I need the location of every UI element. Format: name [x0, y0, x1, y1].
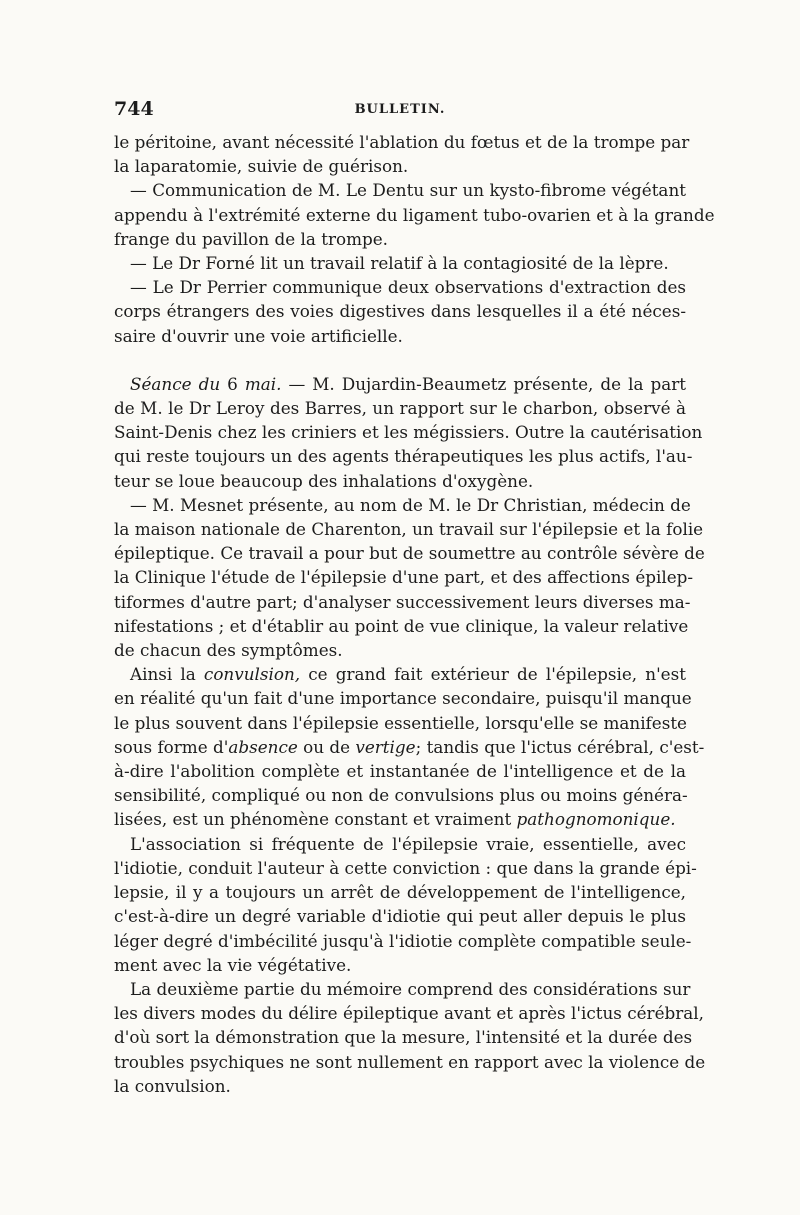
- text-segment: — Communication de M. Le Dentu sur un kysto-fibrome végétant: [130, 180, 686, 201]
- italic-text: convulsion,: [203, 664, 301, 685]
- text-segment: ce grand fait extérieur de l'épilepsie, n'est: [300, 664, 686, 685]
- text-line: [114, 832, 686, 856]
- italic-text: pathognomonique.: [516, 809, 676, 830]
- text-line: [114, 1025, 693, 1049]
- text-segment: ment avec la vie végétative.: [114, 954, 352, 975]
- text-segment: c'est-à-dire un degré variable d'idiotie qui peut aller depuis le plus: [114, 906, 686, 927]
- text-line: [114, 154, 686, 178]
- text-line: [114, 299, 686, 323]
- text-segment: La deuxième partie du mémoire comprend des considérations sur: [130, 978, 691, 999]
- italic-text: mai.: [244, 373, 282, 394]
- text-segment: — M. Mesnet présente, au nom de M. le Dr Christian, médecin de: [130, 494, 691, 515]
- text-segment: ou de: [297, 736, 356, 757]
- text-segment: l'idiotie, conduit l'auteur à cette conviction : que dans la grande épi-: [114, 857, 697, 878]
- text-segment: à-dire l'abolition complète et instantanée de l'intelligence et de la: [114, 761, 686, 782]
- text-line: [114, 227, 686, 251]
- text-line: [114, 444, 693, 468]
- text-segment: d'où sort la démonstration que la mesure, l'intensité et la durée des: [114, 1027, 693, 1048]
- text-line: [114, 130, 690, 154]
- text-line: [114, 1001, 704, 1025]
- paragraph: [114, 372, 703, 493]
- text-segment: saire d'ouvrir une voie artificielle.: [114, 325, 403, 346]
- text-segment: la convulsion.: [114, 1075, 231, 1096]
- section-gap: [114, 348, 686, 372]
- text-line: [114, 904, 686, 928]
- text-line: [114, 372, 686, 396]
- text-segment: qui reste toujours un des agents thérapeutiques les plus actifs, l'au-: [114, 446, 693, 467]
- text-line: [114, 1050, 706, 1074]
- text-line: [114, 953, 686, 977]
- body-text: [114, 130, 715, 1098]
- italic-text: vertige: [355, 736, 416, 757]
- text-line: [114, 662, 686, 686]
- paragraph: [114, 130, 690, 178]
- running-title: BULLETIN.: [354, 102, 446, 117]
- paragraph: [114, 178, 715, 251]
- text-segment: sous forme d': [114, 736, 229, 757]
- text-segment: teur se loue beaucoup des inhalations d'oxygène.: [114, 470, 534, 491]
- text-line: [114, 590, 691, 614]
- text-line: [114, 977, 691, 1001]
- text-segment: L'association si fréquente de l'épilepsie vraie, essentielle, avec: [130, 833, 686, 854]
- text-line: [114, 759, 686, 783]
- page-number: 744: [114, 98, 154, 120]
- text-segment: — Le Dr Forné lit un travail relatif à la contagiosité de la lèpre.: [130, 253, 669, 274]
- text-segment: la maison nationale de Charenton, un travail sur l'épilepsie et la folie: [114, 519, 704, 540]
- text-line: [114, 807, 686, 831]
- text-segment: — M. Dujardin-Beaumetz présente, de la part: [281, 373, 686, 394]
- text-segment: de M. le Dr Leroy des Barres, un rapport sur le charbon, observé à: [114, 398, 686, 419]
- text-line: [114, 493, 691, 517]
- text-line: [114, 856, 697, 880]
- text-line: [114, 638, 686, 662]
- text-line: [114, 275, 686, 299]
- paragraph: [114, 662, 705, 831]
- text-line: [114, 396, 686, 420]
- text-segment: Ainsi la: [130, 664, 204, 685]
- text-segment: — Le Dr Perrier communique deux observations d'extraction des: [130, 277, 686, 298]
- text-segment: lepsie, il y a toujours un arrêt de développement de l'intelligence,: [114, 882, 686, 903]
- text-segment: les divers modes du délire épileptique avant et après l'ictus cérébral,: [114, 1003, 704, 1024]
- text-line: [114, 783, 686, 807]
- text-line: [114, 469, 686, 493]
- text-segment: en réalité qu'un fait d'une importance secondaire, puisqu'il manque: [114, 688, 692, 709]
- text-line: [114, 517, 704, 541]
- text-segment: épileptique. Ce travail a pour but de soumettre au contrôle sévère de: [114, 543, 705, 564]
- text-line: [114, 420, 703, 444]
- paragraph: [114, 493, 705, 662]
- text-line: [114, 1074, 686, 1098]
- paragraph: [114, 275, 686, 348]
- text-segment: corps étrangers des voies digestives dans lesquelles il a été néces-: [114, 301, 686, 322]
- text-line: [114, 178, 686, 202]
- paragraph: [114, 832, 697, 977]
- text-line: [114, 711, 686, 735]
- text-segment: 6: [220, 373, 245, 394]
- text-line: [114, 324, 686, 348]
- text-segment: de chacun des symptômes.: [114, 640, 343, 661]
- text-line: [114, 565, 694, 589]
- italic-text: absence: [228, 736, 298, 757]
- text-segment: nifestations ; et d'établir au point de vue clinique, la valeur relative: [114, 615, 689, 636]
- text-segment: troubles psychiques ne sont nullement en rapport avec la violence de: [114, 1051, 706, 1072]
- text-segment: la laparatomie, suivie de guérison.: [114, 156, 409, 177]
- paragraph: [114, 977, 706, 1098]
- text-segment: ; tandis que l'ictus cérébral, c'est-: [415, 736, 705, 757]
- italic-text: Séance du: [130, 373, 221, 394]
- text-segment: le plus souvent dans l'épilepsie essentielle, lorsqu'elle se manifeste: [114, 712, 687, 733]
- text-segment: appendu à l'extrémité externe du ligament tubo-ovarien et à la grande: [114, 204, 715, 225]
- text-line: [114, 541, 705, 565]
- text-line: [114, 880, 686, 904]
- text-segment: léger degré d'imbécilité jusqu'à l'idiotie complète compatible seule-: [114, 930, 692, 951]
- text-line: [114, 686, 692, 710]
- text-line: [114, 203, 715, 227]
- text-segment: sensibilité, compliqué ou non de convulsions plus ou moins généra-: [114, 785, 688, 806]
- text-segment: lisées, est un phénomène constant et vraiment: [114, 809, 517, 830]
- text-line: [114, 735, 705, 759]
- text-segment: le péritoine, avant nécessité l'ablation du fœtus et de la trompe par: [114, 132, 690, 152]
- text-segment: frange du pavillon de la trompe.: [114, 228, 389, 249]
- paragraph: [114, 251, 686, 275]
- text-line: [114, 251, 686, 275]
- text-segment: tiformes d'autre part; d'analyser successivement leurs diverses ma-: [114, 591, 691, 612]
- text-segment: Saint-Denis chez les criniers et les mégissiers. Outre la cautérisation: [114, 422, 703, 443]
- text-line: [114, 614, 689, 638]
- page-header: [114, 98, 686, 128]
- text-segment: la Clinique l'étude de l'épilepsie d'une part, et des affections épilep-: [114, 567, 694, 588]
- text-line: [114, 929, 692, 953]
